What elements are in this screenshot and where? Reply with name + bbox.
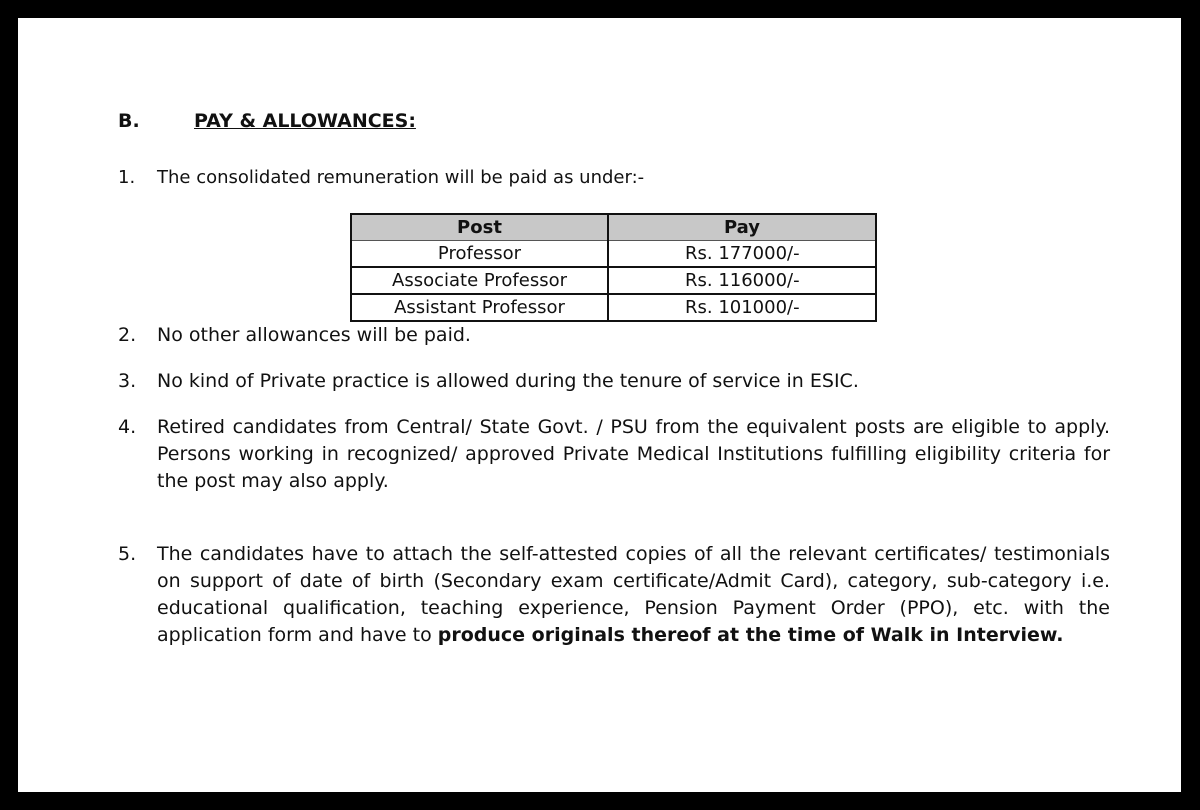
item-text-bold: produce originals thereof at the time of Walk in Interview [437,624,1057,646]
pay-cell: Rs. 177000/- [608,241,876,268]
item-text: The consolidated remuneration will be paid as under:- [157,167,645,188]
item-text: No kind of Private practice is allowed during the tenure of service in ESIC. [157,370,859,392]
item-text [157,541,1110,649]
document-page [18,18,1181,792]
pay-table [350,213,877,322]
item-number: 3. [118,370,137,392]
item-text-regular: The candidates have to attach the self-attested copies of all the relevant certificates/ testimonials on support of date of birth (Secondary exam certificate/Admit Card), category, sub-category i.e. educational qualification, teaching experience, Pension Payment Order (PPO), etc. with the application form and have to [157,543,1110,646]
table-header-row [351,214,876,241]
pay-column-header: Pay [608,214,876,241]
table-row [351,241,876,268]
post-cell: Associate Professor [351,267,608,294]
pay-cell: Rs. 101000/- [608,294,876,321]
item-number: 1. [118,167,136,188]
item-text: No other allowances will be paid. [157,324,471,346]
post-cell: Professor [351,241,608,268]
section-title: PAY & ALLOWANCES: [194,110,416,132]
item-text: Retired candidates from Central/ State Govt. / PSU from the equivalent posts are eligible to apply. Persons working in recognized/ approved Private Medical Institutions fulfilling eligibility criteria for the post may also apply. [157,416,1110,492]
item-number: 5. [118,543,137,565]
pay-cell: Rs. 116000/- [608,267,876,294]
post-cell: Assistant Professor [351,294,608,321]
item-number: 4. [118,416,137,438]
table-row [351,294,876,321]
section-letter: B. [118,110,140,132]
table-row [351,267,876,294]
post-column-header: Post [351,214,608,241]
item-number: 2. [118,324,137,346]
item-text-end: . [1056,624,1064,646]
